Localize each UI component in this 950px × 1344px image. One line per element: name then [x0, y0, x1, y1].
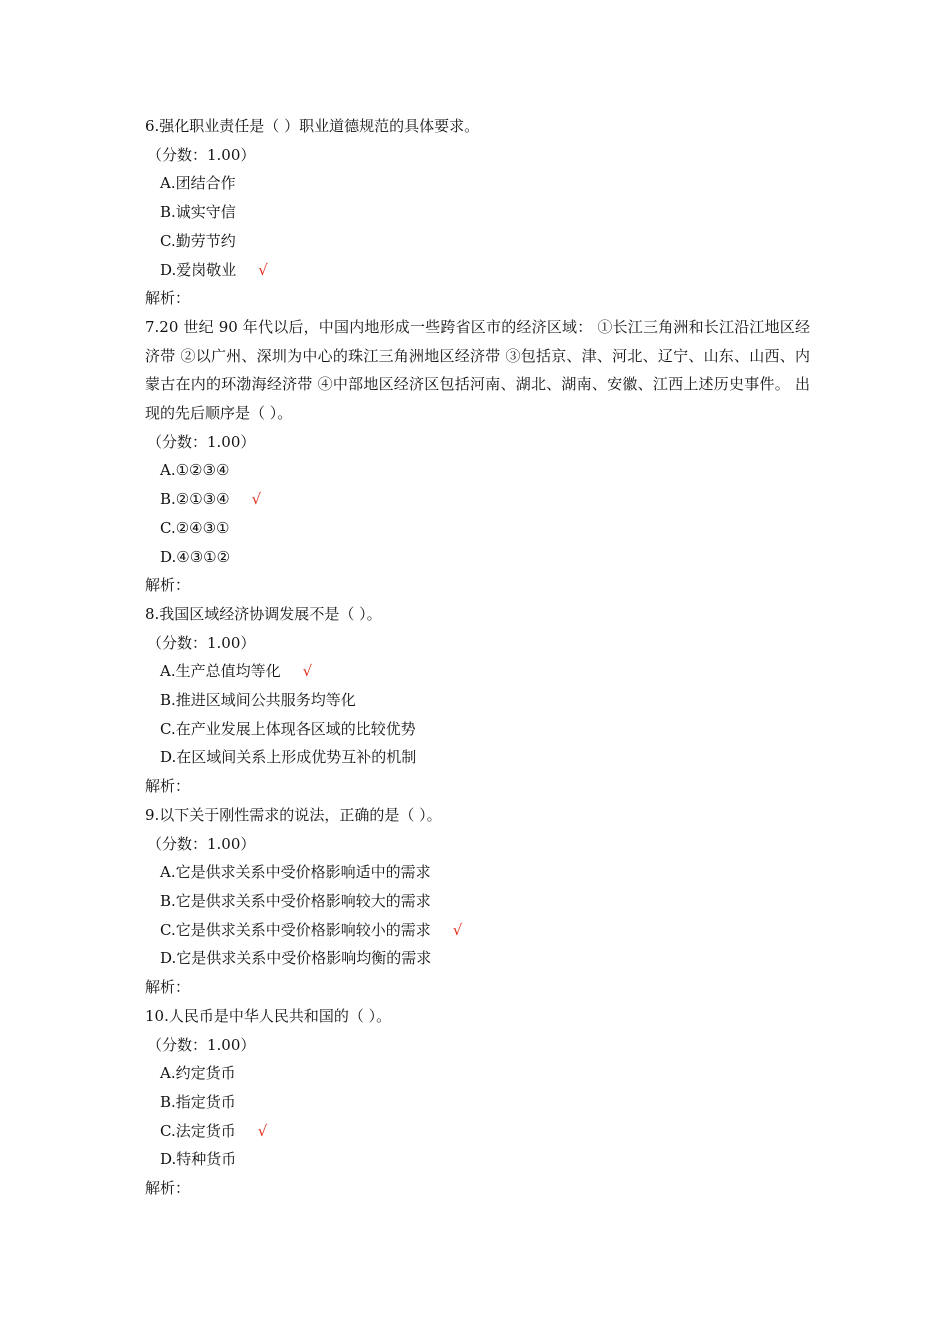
- option-c: [145, 227, 810, 256]
- question-stem: 10.人民币是中华人民共和国的（ ）。: [145, 1006, 392, 1025]
- option-label: C.②④③①: [160, 518, 230, 537]
- option-c: [145, 916, 810, 945]
- question-stem: 6.强化职业责任是（ ）职业道德规范的具体要求。: [145, 117, 480, 135]
- question-stem: 7.20 世纪 90 年代以后，中国内地形成一些跨省区市的经济区域： ①长江三角洲和长江沿江地区经济带 ②以广州、深圳为中心的珠江三角洲地区经济带 ③包括京、津、河北、辽宁、山东、山西、内蒙古在内的环渤海经济带 ④中部地区经济区包括河南、湖北、湖南、安徽、江西上述历史事件。 出现的先后顺序是（ ）。: [145, 317, 810, 423]
- option-d: [145, 743, 810, 772]
- option-label: B.②①③④: [160, 490, 230, 509]
- question-8: [145, 600, 810, 801]
- question-stem: 9.以下关于刚性需求的说法，正确的是（ ）。: [145, 805, 442, 824]
- check-mark-icon: √: [257, 1121, 268, 1140]
- question-6: [145, 112, 810, 313]
- option-label: A.生产总值均等化: [160, 662, 281, 681]
- option-label: D.爱岗敬业: [160, 260, 237, 279]
- option-label: D.特种货币: [160, 1150, 237, 1169]
- question-score: （分数：1.00）: [147, 432, 256, 451]
- check-mark-icon: √: [251, 490, 262, 509]
- option-label: B.推进区域间公共服务均等化: [160, 691, 356, 710]
- option-label: C.勤劳节约: [160, 231, 236, 250]
- option-label: A.约定货币: [160, 1064, 236, 1083]
- analysis-label: 解析：: [145, 289, 191, 308]
- option-a: [145, 456, 810, 485]
- option-label: A.团结合作: [160, 174, 236, 193]
- option-c: [145, 1117, 810, 1146]
- option-c: [145, 715, 810, 744]
- option-a: [145, 1059, 810, 1088]
- question-score: （分数：1.00）: [147, 145, 256, 164]
- option-c: [145, 514, 810, 543]
- question-10: [145, 1002, 810, 1203]
- option-d: [145, 256, 810, 285]
- option-a: [145, 858, 810, 887]
- check-mark-icon: √: [452, 920, 463, 939]
- option-b: [145, 1088, 810, 1117]
- option-d: [145, 543, 810, 572]
- option-label: C.在产业发展上体现各区域的比较优势: [160, 719, 416, 738]
- question-score: （分数：1.00）: [147, 1035, 256, 1054]
- analysis-label: 解析：: [145, 576, 191, 595]
- option-label: B.诚实守信: [160, 203, 236, 222]
- option-b: [145, 485, 810, 514]
- option-label: B.它是供求关系中受价格影响较大的需求: [160, 891, 431, 910]
- option-a: [145, 169, 810, 198]
- analysis-label: 解析：: [145, 978, 191, 997]
- analysis-label: 解析：: [145, 1179, 191, 1198]
- option-label: D.它是供求关系中受价格影响均衡的需求: [160, 949, 432, 968]
- option-b: [145, 198, 810, 227]
- option-label: D.在区域间关系上形成优势互补的机制: [160, 748, 417, 767]
- question-list: [145, 112, 810, 1203]
- analysis-label: 解析：: [145, 777, 191, 796]
- option-label: A.①②③④: [160, 461, 230, 480]
- option-label: C.法定货币: [160, 1121, 236, 1140]
- option-b: [145, 686, 810, 715]
- option-d: [145, 1145, 810, 1174]
- option-label: D.④③①②: [160, 547, 231, 566]
- question-9: [145, 801, 810, 1002]
- question-score: （分数：1.00）: [147, 633, 256, 652]
- option-a: [145, 657, 810, 686]
- option-label: B.指定货币: [160, 1092, 236, 1111]
- option-label: C.它是供求关系中受价格影响较小的需求: [160, 920, 431, 939]
- check-mark-icon: √: [302, 662, 313, 681]
- option-label: A.它是供求关系中受价格影响适中的需求: [160, 863, 431, 882]
- question-stem: 8.我国区域经济协调发展不是（ ）。: [145, 604, 382, 623]
- option-b: [145, 887, 810, 916]
- check-mark-icon: √: [258, 260, 268, 279]
- question-7: [145, 313, 810, 600]
- question-score: （分数：1.00）: [147, 834, 256, 853]
- option-d: [145, 944, 810, 973]
